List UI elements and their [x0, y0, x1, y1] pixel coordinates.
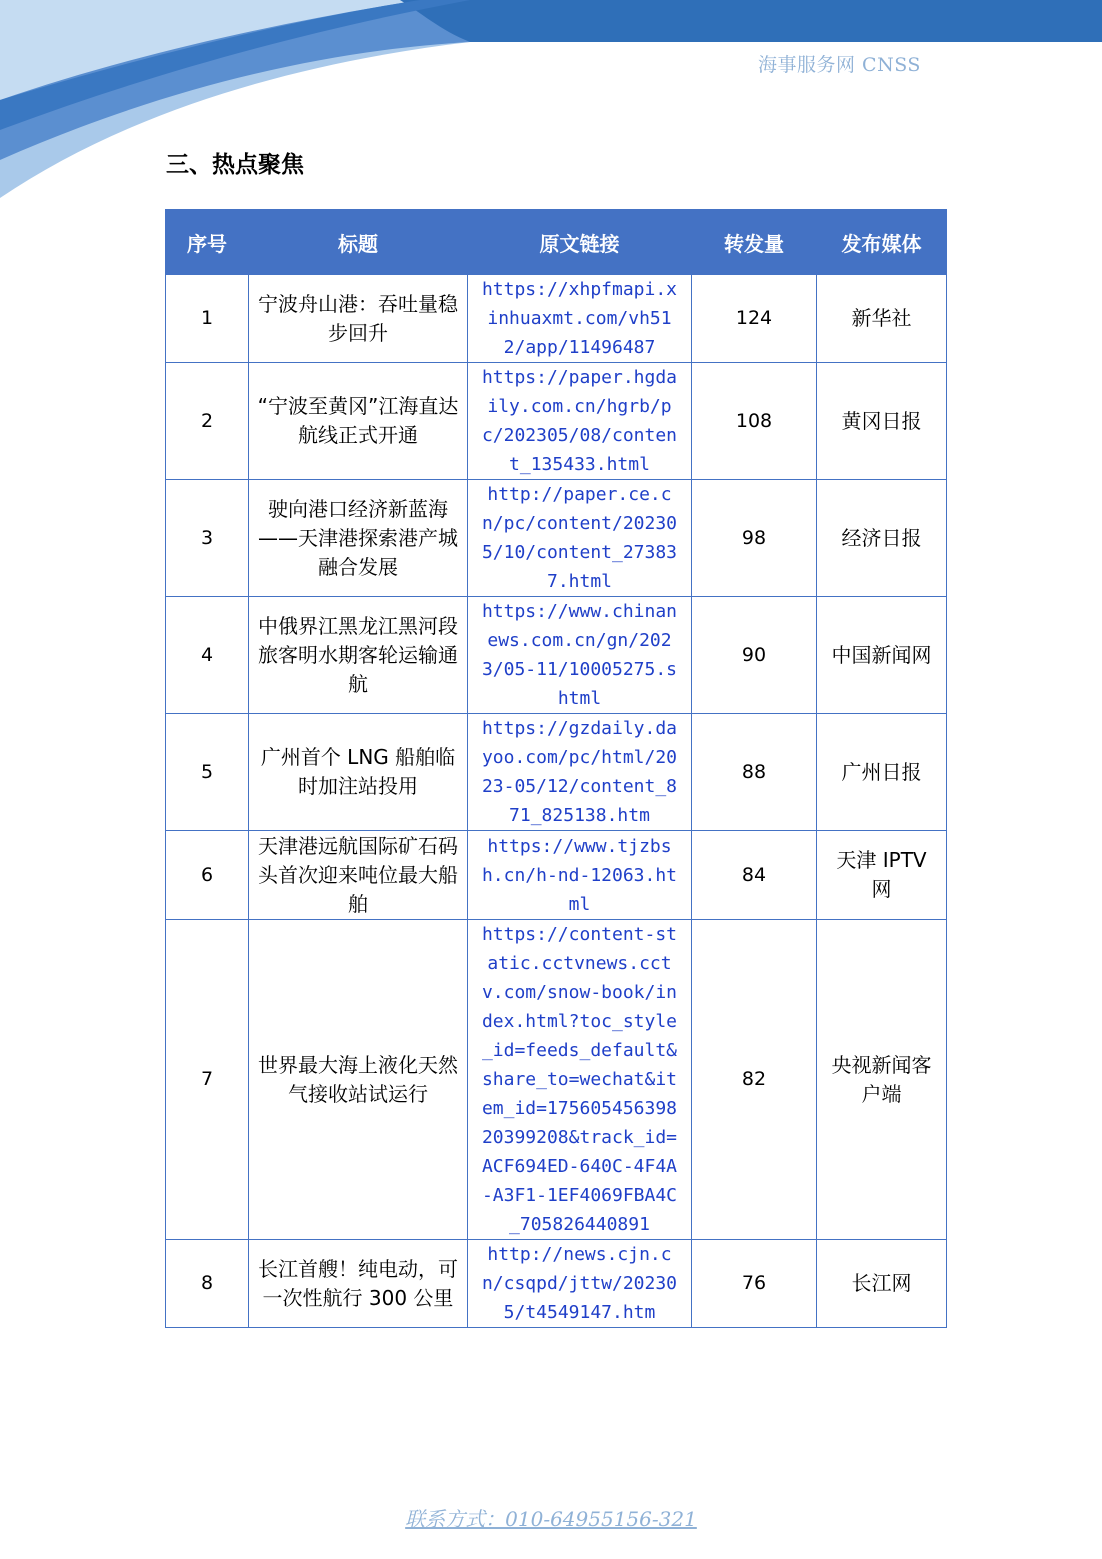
- table-row: [166, 920, 947, 1240]
- row-title: 世界最大海上液化天然气接收站试运行: [249, 920, 468, 1240]
- row-title: 长江首艘！纯电动，可一次性航行 300 公里: [249, 1240, 468, 1328]
- column-header-index: 序号: [166, 210, 249, 275]
- row-link[interactable]: https://gzdaily.dayoo.com/pc/html/2023-05/12/content_871_825138.htm: [468, 714, 692, 831]
- row-index: 5: [166, 714, 249, 831]
- row-index: 2: [166, 363, 249, 480]
- row-index: 4: [166, 597, 249, 714]
- row-forwards: 90: [692, 597, 817, 714]
- row-link[interactable]: https://paper.hgdaily.com.cn/hgrb/pc/202305/08/content_135433.html: [468, 363, 692, 480]
- row-index: 8: [166, 1240, 249, 1328]
- row-title: 天津港远航国际矿石码头首次迎来吨位最大船舶: [249, 831, 468, 920]
- column-header-forwards: 转发量: [692, 210, 817, 275]
- table-header-row: [166, 210, 947, 275]
- row-media: 长江网: [817, 1240, 947, 1328]
- row-forwards: 124: [692, 275, 817, 363]
- row-media: 天津 IPTV 网: [817, 831, 947, 920]
- row-link[interactable]: http://paper.ce.cn/pc/content/202305/10/content_273837.html: [468, 480, 692, 597]
- row-media: 新华社: [817, 275, 947, 363]
- column-header-link: 原文链接: [468, 210, 692, 275]
- hot-topics-table: [165, 209, 947, 1328]
- row-media: 经济日报: [817, 480, 947, 597]
- row-index: 1: [166, 275, 249, 363]
- row-forwards: 76: [692, 1240, 817, 1328]
- row-link[interactable]: https://content-static.cctvnews.cctv.com/snow-book/index.html?toc_style_id=feeds_default&share_to=wechat&item_id=17560545639820399208&track_id=ACF694ED-640C-4F4A-A3F1-1EF4069FBA4C_705826440891: [468, 920, 692, 1240]
- row-forwards: 82: [692, 920, 817, 1240]
- section-title: 三、热点聚焦: [166, 152, 304, 178]
- row-forwards: 98: [692, 480, 817, 597]
- row-link[interactable]: https://xhpfmapi.xinhuaxmt.com/vh512/app/11496487: [468, 275, 692, 363]
- row-title: 广州首个 LNG 船舶临时加注站投用: [249, 714, 468, 831]
- row-link[interactable]: https://www.tjzbsh.cn/h-nd-12063.html: [468, 831, 692, 920]
- row-title: “宁波至黄冈”江海直达航线正式开通: [249, 363, 468, 480]
- footer-contact: 联系方式：010-64955156-321: [405, 1507, 697, 1531]
- row-media: 央视新闻客户端: [817, 920, 947, 1240]
- row-index: 3: [166, 480, 249, 597]
- table-row: [166, 363, 947, 480]
- row-link[interactable]: http://news.cjn.cn/csqpd/jttw/202305/t4549147.htm: [468, 1240, 692, 1328]
- column-header-media: 发布媒体: [817, 210, 947, 275]
- table-row: [166, 714, 947, 831]
- table-row: [166, 480, 947, 597]
- row-media: 中国新闻网: [817, 597, 947, 714]
- row-forwards: 108: [692, 363, 817, 480]
- brand-name: 海事服务网 CNSS: [758, 54, 921, 76]
- row-index: 6: [166, 831, 249, 920]
- table-row: [166, 275, 947, 363]
- row-media: 黄冈日报: [817, 363, 947, 480]
- row-media: 广州日报: [817, 714, 947, 831]
- row-title: 中俄界江黑龙江黑河段旅客明水期客轮运输通航: [249, 597, 468, 714]
- row-forwards: 84: [692, 831, 817, 920]
- table-row: [166, 597, 947, 714]
- table-row: [166, 1240, 947, 1328]
- row-index: 7: [166, 920, 249, 1240]
- row-title: 驶向港口经济新蓝海——天津港探索港产城融合发展: [249, 480, 468, 597]
- row-title: 宁波舟山港：吞吐量稳步回升: [249, 275, 468, 363]
- row-forwards: 88: [692, 714, 817, 831]
- table-row: [166, 831, 947, 920]
- column-header-title: 标题: [249, 210, 468, 275]
- row-link[interactable]: https://www.chinanews.com.cn/gn/2023/05-11/10005275.shtml: [468, 597, 692, 714]
